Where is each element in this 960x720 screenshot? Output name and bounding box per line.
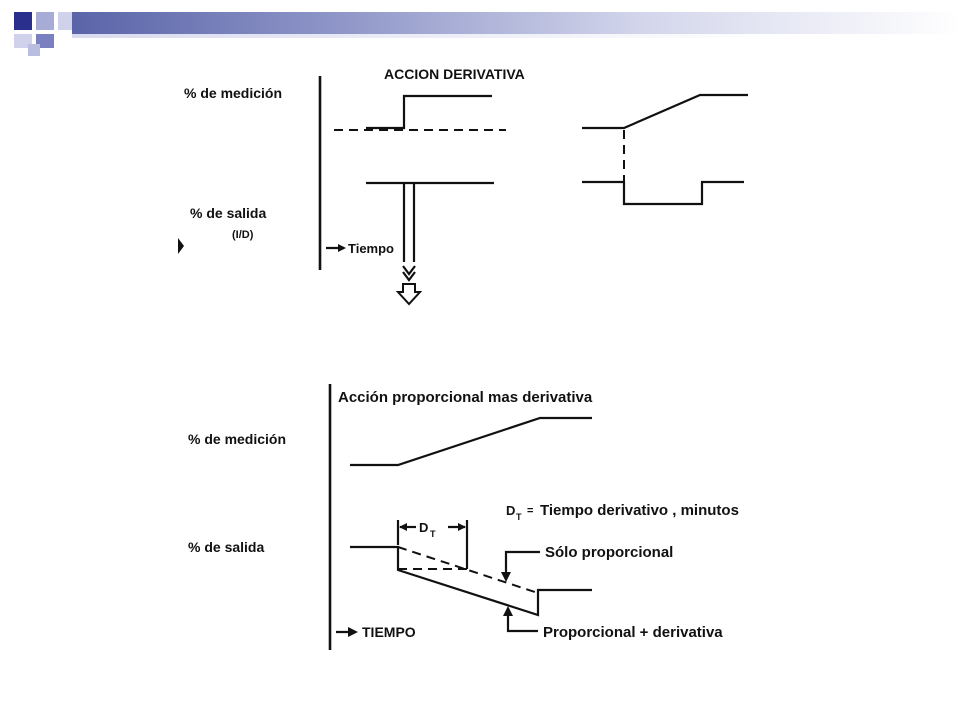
dt-legend-symbol: D bbox=[506, 503, 516, 518]
dt-legend-equals: = bbox=[527, 505, 534, 517]
solo-proporcional-leader bbox=[506, 552, 540, 576]
top-ramp-measurement bbox=[582, 95, 748, 128]
top-label-id: (I/D) bbox=[232, 229, 254, 241]
impulse-arrow bbox=[398, 284, 420, 304]
bottom-pd-diagram bbox=[188, 384, 739, 650]
impulse-chevrons bbox=[403, 266, 415, 280]
top-label-medicion: % de medición bbox=[184, 85, 283, 101]
tiempo-arrow-head bbox=[338, 244, 346, 252]
dt-subscript-inline: T bbox=[430, 529, 436, 539]
edge-mark bbox=[178, 238, 184, 254]
top-label-tiempo: Tiempo bbox=[348, 241, 394, 256]
prop-derivativa-leader bbox=[508, 612, 538, 631]
dt-legend-subscript: T bbox=[516, 512, 522, 522]
dt-legend-definition: Tiempo derivativo , minutos bbox=[540, 502, 739, 519]
label-solo-proporcional: Sólo proporcional bbox=[545, 544, 674, 561]
bottom-label-salida: % de salida bbox=[188, 539, 265, 555]
top-step-measurement bbox=[366, 96, 492, 128]
bottom-label-tiempo: TIEMPO bbox=[362, 624, 416, 640]
top-title: ACCION DERIVATIVA bbox=[384, 66, 525, 82]
top-step-output bbox=[582, 182, 744, 204]
top-label-salida: % de salida bbox=[190, 205, 267, 221]
label-prop-derivativa: Proporcional + derivativa bbox=[543, 624, 723, 641]
dt-arrow-right bbox=[458, 523, 466, 531]
tiempo-arrow-head-bottom bbox=[348, 627, 358, 637]
bottom-ramp-measurement bbox=[350, 418, 592, 465]
bottom-label-medicion: % de medición bbox=[188, 431, 287, 447]
top-derivative-diagram bbox=[178, 66, 748, 304]
bottom-title: Acción proporcional mas derivativa bbox=[338, 389, 593, 406]
dt-symbol-inline: D bbox=[419, 520, 429, 535]
dt-arrow-left bbox=[399, 523, 407, 531]
